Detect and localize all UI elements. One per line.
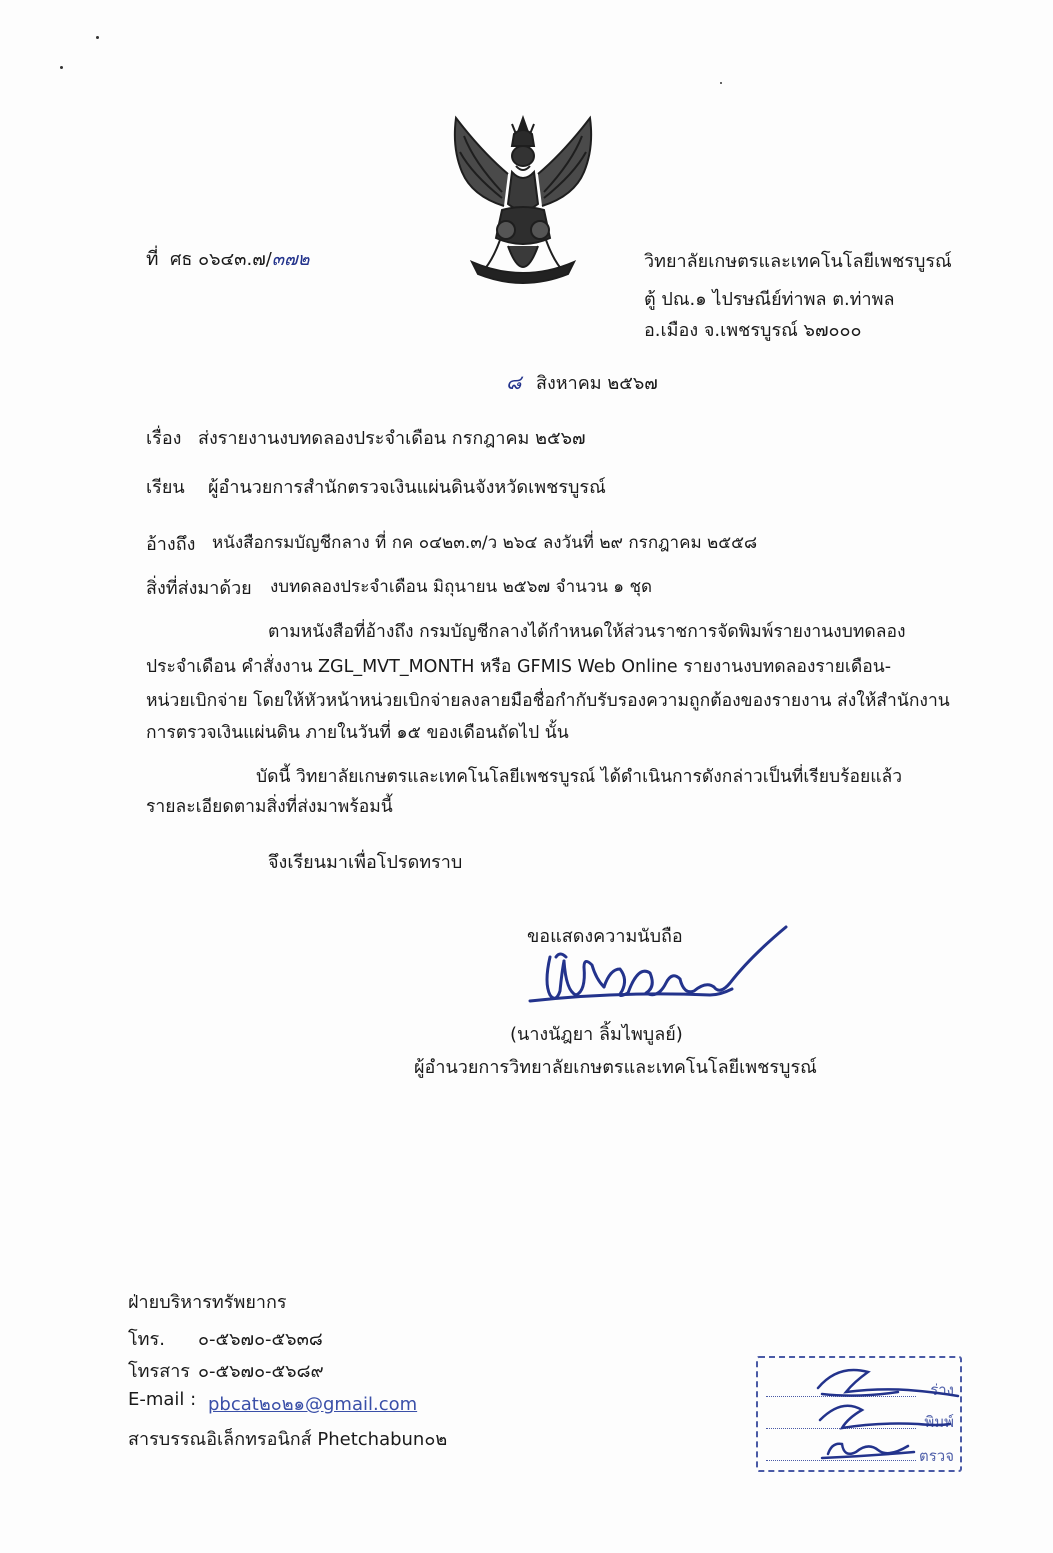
stamp-initials <box>758 1358 960 1470</box>
body-paragraph-1-line-2: ประจำเดือน คำสั่งงาน ZGL_MVT_MONTH หรือ GFMIS Web Online รายงานงบทดลองรายเดือน- <box>146 657 892 677</box>
sender-address-line-1: วิทยาลัยเกษตรและเทคโนโลยีเพชรบูรณ์ <box>644 251 952 272</box>
enclosure-text: งบทดลองประจำเดือน มิถุนายน ๒๕๖๗ จำนวน ๑ ชุด <box>270 577 653 597</box>
footer-fax-label: โทรสาร <box>128 1361 190 1382</box>
footer-tel: ๐-๕๖๗๐-๕๖๓๘ <box>198 1329 323 1350</box>
body-paragraph-1-line-3: หน่วยเบิกจ่าย โดยให้หัวหน้าหน่วยเบิกจ่ายลงลายมือชื่อกำกับรับรองความถูกต้องของรายงาน ส่งให้สำนักงาน <box>146 691 950 711</box>
doc-number <box>170 244 310 273</box>
doc-number-printed: ศธ ๐๖๔๓.๗/ <box>170 249 272 270</box>
garuda-emblem-icon <box>442 112 604 292</box>
reference-label: อ้างถึง <box>146 534 196 555</box>
scan-speck <box>96 36 99 39</box>
enclosure-label: สิ่งที่ส่งมาด้วย <box>146 578 252 599</box>
regards-text: ขอแสดงความนับถือ <box>527 926 683 947</box>
workflow-stamp <box>756 1356 962 1472</box>
handwritten-signature <box>500 895 790 1025</box>
scan-speck <box>60 66 63 69</box>
signer-name: (นางนัฎยา ลิ้มไพบูลย์) <box>510 1024 683 1045</box>
date-month-year: สิงหาคม ๒๕๖๗ <box>536 373 658 394</box>
footer-esaraban: สารบรรณอิเล็กทรอนิกส์ Phetchabun๐๒ <box>128 1429 448 1450</box>
body-paragraph-1-line-1: ตามหนังสือที่อ้างถึง กรมบัญชีกลางได้กำหนดให้ส่วนราชการจัดพิมพ์รายงานงบทดลอง <box>268 622 906 642</box>
body-paragraph-2-line-2: รายละเอียดตามสิ่งที่ส่งมาพร้อมนี้ <box>146 797 393 817</box>
sender-address-line-3: อ.เมือง จ.เพชรบูรณ์ ๖๗๐๐๐ <box>644 320 862 341</box>
signer-title: ผู้อำนวยการวิทยาลัยเกษตรและเทคโนโลยีเพชรบูรณ์ <box>414 1057 817 1078</box>
subject-label: เรื่อง <box>146 428 182 449</box>
stamp-word-checked: ตรวจ <box>918 1447 954 1465</box>
doc-number-label: ที่ <box>146 248 159 270</box>
footer-tel-label: โทร. <box>128 1329 165 1350</box>
body-paragraph-2-line-1: บัดนี้ วิทยาลัยเกษตรและเทคโนโลยีเพชรบูรณ์ ได้ดำเนินการดังกล่าวเป็นที่เรียบร้อยแล้ว <box>256 767 903 787</box>
footer-email-link[interactable]: pbcat๒๐๒๑@gmail.com <box>208 1394 418 1415</box>
body-paragraph-1-line-4: การตรวจเงินแผ่นดิน ภายในวันที่ ๑๕ ของเดือนถัดไป นั้น <box>146 723 569 743</box>
closing-line: จึงเรียนมาเพื่อโปรดทราบ <box>268 852 463 873</box>
stamp-word-draft: ร่าง <box>930 1381 954 1399</box>
recipient-text: ผู้อำนวยการสำนักตรวจเงินแผ่นดินจังหวัดเพชรบูรณ์ <box>208 477 606 498</box>
subject-text: ส่งรายงานงบทดลองประจำเดือน กรกฎาคม ๒๕๖๗ <box>198 428 586 449</box>
scan-speck <box>720 82 722 84</box>
date-day-handwritten: ๘ <box>506 370 522 394</box>
stamp-word-typed: พิมพ์ <box>924 1413 954 1431</box>
sender-address-line-2: ตู้ ปณ.๑ ไปรษณีย์ท่าพล ต.ท่าพล <box>644 289 895 310</box>
recipient-label: เรียน <box>146 477 185 498</box>
footer-fax: ๐-๕๖๗๐-๕๖๘๙ <box>198 1361 324 1382</box>
footer-email-label: E-mail : <box>128 1389 197 1410</box>
reference-text: หนังสือกรมบัญชีกลาง ที่ กค ๐๔๒๓.๓/ว ๒๖๔ ลงวันที่ ๒๙ กรกฎาคม ๒๕๕๘ <box>212 533 758 553</box>
doc-number-handwritten: ๓๗๒ <box>271 249 310 270</box>
footer-department: ฝ่ายบริหารทรัพยากร <box>128 1292 287 1313</box>
